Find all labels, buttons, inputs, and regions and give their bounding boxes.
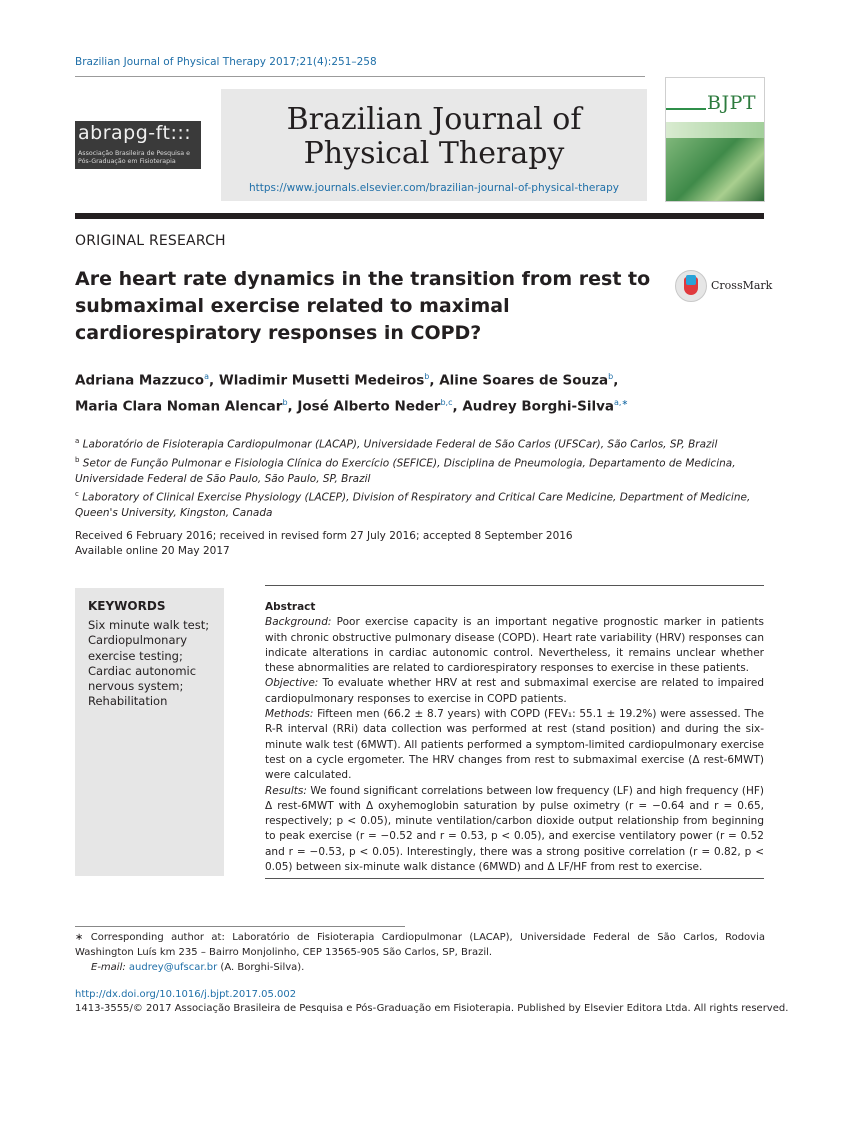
abstract-background: Background: Poor exercise capacity is an important negative prognostic marker in patients with chronic obstructive pulmonary disease (COPD). Heart rate variability (HRV) responses can indicate alterations in cardiac autonomic control. Nevertheless, it remains unclear whether these abnormalities are related to cardiorespiratory responses to exercise in these patients. xyxy=(265,616,764,675)
keywords-box xyxy=(75,588,224,876)
journal-citation[interactable]: Brazilian Journal of Physical Therapy 2017;21(4):251–258 xyxy=(75,56,377,68)
cover-leaf-image xyxy=(666,138,764,201)
abrapg-logo-subtext: Associação Brasileira de Pesquisa e Pós-Graduação em Fisioterapia xyxy=(78,150,190,165)
author-affil-sup[interactable]: a xyxy=(204,372,209,381)
author[interactable]: Maria Clara Noman Alencar xyxy=(75,398,283,414)
crossmark-badge[interactable] xyxy=(675,270,775,304)
crossmark-label: CrossMark xyxy=(711,279,773,292)
abstract-top-rule xyxy=(265,585,764,586)
cover-bar xyxy=(666,108,706,110)
author[interactable]: Wladimir Musetti Medeiros xyxy=(218,372,425,389)
journal-title-line-1: Brazilian Journal of xyxy=(286,102,582,137)
author-affil-sup[interactable]: b xyxy=(608,372,614,381)
journal-cover-image xyxy=(665,77,765,202)
crossmark-icon xyxy=(675,270,707,302)
abstract xyxy=(265,600,764,875)
abstract-methods: Methods: Fifteen men (66.2 ± 8.7 years) with COPD (FEV₁: 55.1 ± 19.2%) were assessed. The R-R interval (RRi) data collection was performed at rest (stand position) and during the six-minute walk test (6MWT). All patients performed a symptom-limited cardiopulmonary exercise test on a cycle ergometer. The HRV changes from rest to submaximal exercise (Δ rest-6MWT) were calculated. xyxy=(265,708,764,782)
crossmark-icon-blue xyxy=(686,275,696,285)
cover-code: BJPT xyxy=(707,92,757,114)
keywords-title: KEYWORDS xyxy=(88,599,166,613)
received-dates: Received 6 February 2016; received in revised form 27 July 2016; accepted 8 September 2016 xyxy=(75,530,573,542)
copyright: 1413-3555/© 2017 Associação Brasileira de Pesquisa e Pós-Graduação em Fisioterapia. Published by Elsevier Editora Ltda. All rights reserved. xyxy=(75,1003,789,1014)
email-suffix: (A. Borghi-Silva). xyxy=(217,962,305,973)
journal-title-line-2: Physical Therapy xyxy=(303,136,565,171)
abstract-bottom-rule xyxy=(265,878,764,879)
section-label: ORIGINAL RESEARCH xyxy=(75,233,226,249)
affiliation-item: $^c$ Laboratory of Clinical Exercise Physiology (LACEP), Division of Respiratory and Critical Care Medicine, Department of Medicine, Queen's University, Kingston, Canada xyxy=(75,489,751,519)
abstract-heading: Abstract xyxy=(265,601,316,613)
author-affil-sup[interactable]: a,∗ xyxy=(614,397,629,407)
journal-banner xyxy=(221,89,647,201)
doi-link[interactable]: http://dx.doi.org/10.1016/j.bjpt.2017.05.002 xyxy=(75,989,297,1000)
keywords-list xyxy=(88,618,220,710)
article-title: Are heart rate dynamics in the transition from rest to submaximal exercise related to maximal cardiorespiratory responses in COPD? xyxy=(75,268,651,344)
header-thick-rule xyxy=(75,213,764,219)
journal-title xyxy=(221,103,647,171)
author-sep: , xyxy=(613,372,619,389)
affiliation-item: $^a$ Laboratório de Fisioterapia Cardiopulmonar (LACAP), Universidade Federal de São Carlos (UFSCar), São Carlos, SP, Brazil xyxy=(75,437,718,451)
affiliation-item: $^b$ Setor de Função Pulmonar e Fisiologia Clínica do Exercício (SEFICE), Disciplina de Pneumologia, Departamento de Medicina, Universidade Federal de São Paulo, São Paulo, SP, Brazil xyxy=(75,455,736,485)
author-sep: , xyxy=(452,398,463,414)
keyword-item: Rehabilitation xyxy=(88,694,168,709)
author[interactable]: José Alberto Neder xyxy=(297,398,441,414)
footnote-rule xyxy=(75,926,405,927)
keyword-item: Cardiac autonomic nervous system; xyxy=(88,663,197,694)
author[interactable]: Adriana Mazzuco xyxy=(75,372,205,389)
email-link[interactable]: audrey@ufscar.br xyxy=(128,962,218,973)
keyword-item: Six minute walk test; xyxy=(88,618,210,632)
email-label: E-mail: xyxy=(91,962,126,973)
corresponding-author: ∗ Corresponding author at: Laboratório de Fisioterapia Cardiopulmonar (LACAP), Universidade Federal de São Carlos, Rodovia Washington Luís km 235 – Bairro Monjolinho, CEP 13565-905 São Carlos, SP, Brazil. xyxy=(75,932,765,958)
abstract-results: Results: We found significant correlations between low frequency (LF) and high frequency (HF) Δ rest-6MWT with Δ oxyhemoglobin saturation by pulse oximetry (r = −0.64 and r = 0.65, respectively; p < 0.05), minute ventilation/carbon dioxide output relationship from beginning to peak exercise (r = −0.52 and r = 0.53, p < 0.05), and exercise ventilatory power (r = 0.52 and r = −0.53, p < 0.05). Interestingly, there was a strong positive correlation (r = 0.82, p < 0.05) between six-minute walk distance (6MWD) and Δ LF/HF from rest to exercise. xyxy=(265,784,764,874)
abstract-objective: Objective: To evaluate whether HRV at rest and submaximal exercise are related to impaired cardiopulmonary responses to exercise in COPD patients. xyxy=(265,677,764,705)
affiliations xyxy=(75,434,765,521)
author-sep: , xyxy=(429,372,440,389)
article-dates xyxy=(75,529,573,560)
header-rule xyxy=(75,76,645,77)
journal-url-link[interactable]: https://www.journals.elsevier.com/brazilian-journal-of-physical-therapy xyxy=(249,182,619,194)
email-line xyxy=(75,960,765,975)
available-online: Available online 20 May 2017 xyxy=(75,545,230,558)
author-sep: , xyxy=(208,372,219,389)
author-sep: , xyxy=(287,398,298,414)
abrapg-logo xyxy=(75,121,201,169)
abrapg-logo-text: abrapg-ft::: xyxy=(78,122,192,144)
keyword-item: Cardiopulmonary exercise testing; xyxy=(88,633,188,663)
author-affil-sup[interactable]: b xyxy=(424,372,430,381)
corresponding-footnote xyxy=(75,930,765,975)
author-affil-sup[interactable]: b,c xyxy=(440,397,453,407)
author[interactable]: Audrey Borghi-Silva xyxy=(462,398,614,414)
author-affil-sup[interactable]: b xyxy=(282,397,288,407)
author[interactable]: Aline Soares de Souza xyxy=(439,372,609,389)
author-list xyxy=(75,366,765,417)
